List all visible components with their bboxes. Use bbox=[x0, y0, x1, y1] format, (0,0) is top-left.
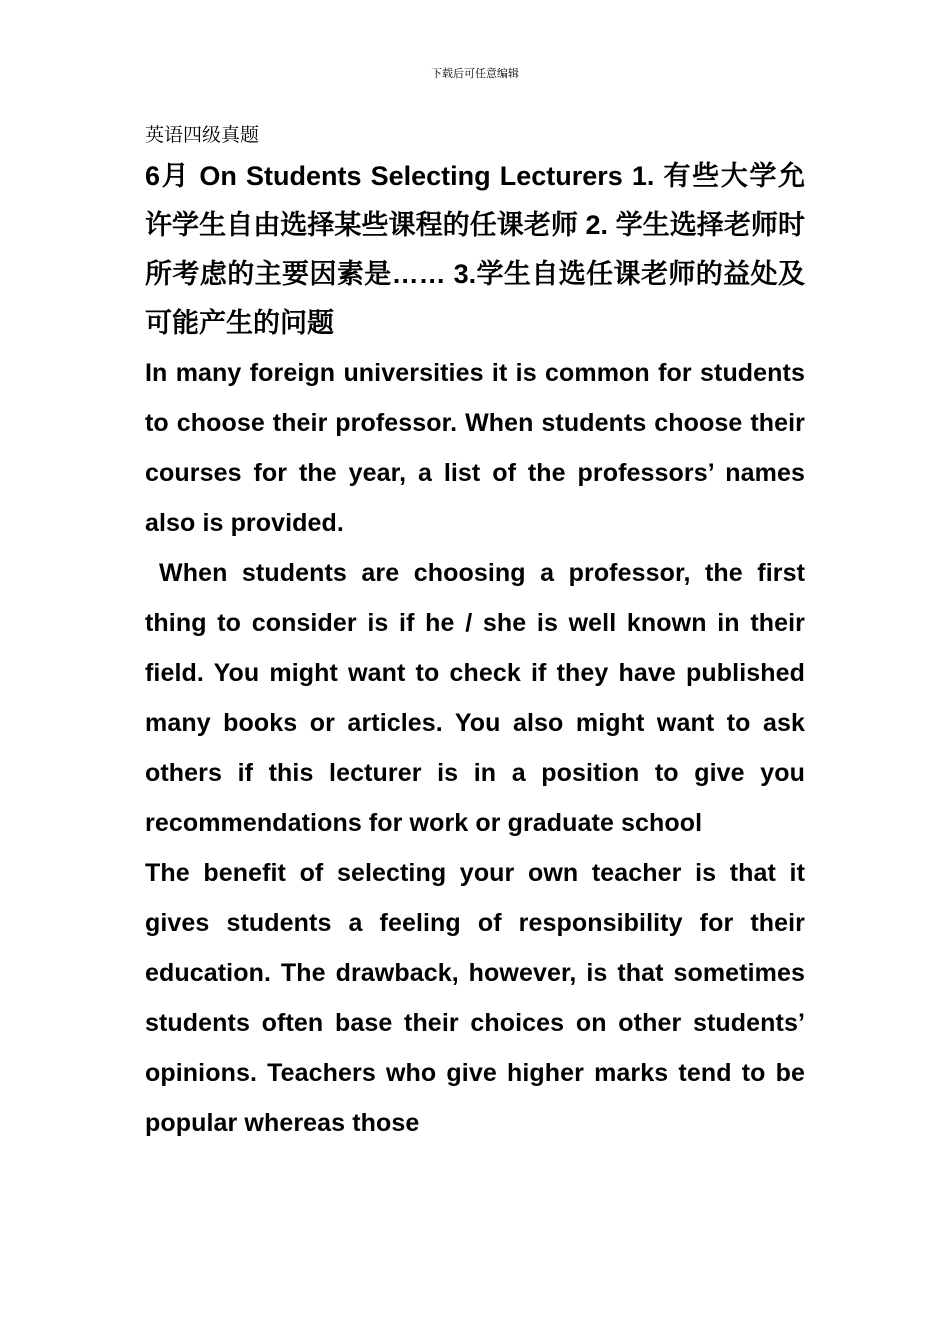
paragraph-3: The benefit of selecting your own teacher is that it gives students a feeling of responsibility for their education. The drawback, however, is that sometimes students often base their choices on other students’ opinions. Teachers who give higher marks tend to be popular whereas those bbox=[145, 859, 805, 1137]
document-body bbox=[145, 122, 805, 1148]
paragraph-1: In many foreign universities it is common for students to choose their professor. When students choose their courses for the year, a list of the professors’ names also is provided. bbox=[145, 359, 805, 537]
essay-topic: 6月 On Students Selecting Lecturers 1. 有些大学允许学生自由选择某些课程的任课老师 2. 学生选择老师时所考虑的主要因素是…… 3.学生自选任课老师的益处及可能产生的问题 bbox=[145, 161, 805, 338]
header-note: 下载后可任意编辑 bbox=[431, 68, 519, 80]
document-title: 英语四级真题 bbox=[145, 125, 260, 146]
paragraph-2: When students are choosing a professor, the first thing to consider is if he / she is well known in their field. You might want to check if they have published many books or articles. You also might want to ask others if this lecturer is in a position to give you recommendations for work or graduate school bbox=[145, 559, 805, 837]
